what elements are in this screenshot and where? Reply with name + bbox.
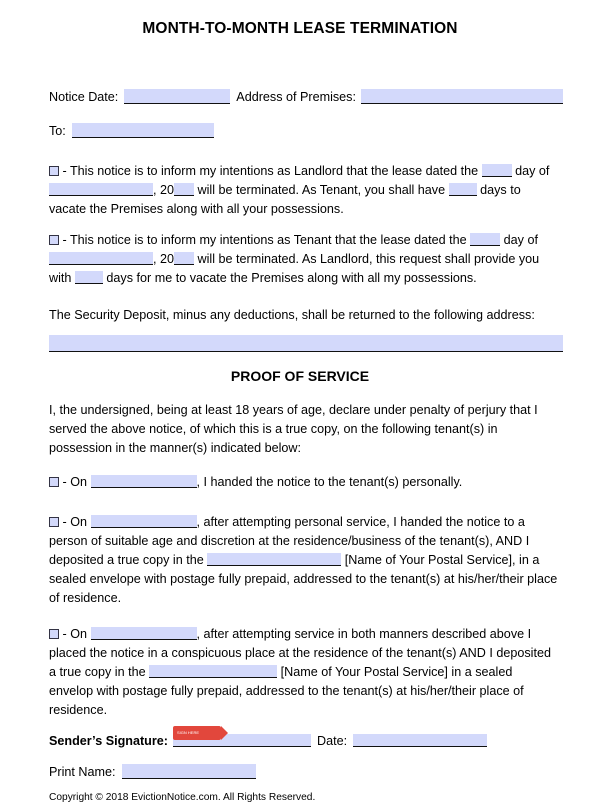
service-personal-checkbox[interactable] xyxy=(49,477,59,487)
tenant-option-text: - This notice is to inform my intentions as Tenant that the lease dated the xyxy=(62,233,467,247)
tenant-year-prefix: , 20 xyxy=(153,252,175,266)
landlord-lease-month-field[interactable] xyxy=(49,183,153,196)
landlord-lease-year-field[interactable] xyxy=(174,183,194,196)
service-substitute-deposited-text: deposited a true copy in the xyxy=(49,553,204,567)
date-label: Date: xyxy=(316,734,348,748)
service-personal-row xyxy=(49,474,462,490)
tenant-vacate-text: days for me to vacate the Premises along with all my possessions. xyxy=(106,271,477,285)
landlord-option-text: - This notice is to inform my intentions as Landlord that the lease dated the xyxy=(62,164,479,178)
service-posting-line5: residence. xyxy=(49,703,108,717)
service-posting-postal-text: [Name of Your Postal Service] in a sealed xyxy=(280,665,513,679)
tenant-option-line3 xyxy=(49,270,477,286)
notice-date-field[interactable] xyxy=(124,89,230,104)
tenant-lease-month-field[interactable] xyxy=(49,252,153,265)
service-substitute-postal-field[interactable] xyxy=(207,553,341,566)
address-label: Address of Premises: xyxy=(236,90,356,104)
service-substitute-text: , after attempting personal service, I handed the notice to a xyxy=(196,515,525,529)
service-posting-line3 xyxy=(49,664,512,680)
service-substitute-date-field[interactable] xyxy=(91,515,197,528)
notice-date-label: Notice Date: xyxy=(49,90,119,104)
signature-row xyxy=(49,733,487,749)
service-posting-on: - On xyxy=(62,627,87,641)
signature-label: Sender’s Signature: xyxy=(49,734,168,748)
landlord-terminated-text: will be terminated. As Tenant, you shall have xyxy=(197,183,446,197)
landlord-days-field[interactable] xyxy=(449,183,477,196)
service-substitute-line5: of residence. xyxy=(49,591,122,605)
landlord-option-line1 xyxy=(49,163,549,179)
service-personal-text: , I handed the notice to the tenant(s) personally. xyxy=(196,475,463,489)
service-posting-date-field[interactable] xyxy=(91,627,197,640)
service-posting-deposited-text: a true copy in the xyxy=(49,665,146,679)
document-title: MONTH-TO-MONTH LEASE TERMINATION xyxy=(142,20,458,37)
proof-intro-line2: served the above notice, of which this is a true copy, on the following tenant(s) in xyxy=(49,422,498,436)
notice-date-row xyxy=(49,89,563,105)
landlord-days-to-text: days to xyxy=(480,183,521,197)
tenant-day-of-text: day of xyxy=(503,233,538,247)
to-label: To: xyxy=(49,124,66,138)
service-posting-line4: envelop with postage fully prepaid, addressed to the tenant(s) at his/her/their place of xyxy=(49,684,524,698)
proof-intro-line1: I, the undersigned, being at least 18 years of age, declare under penalty of perjury that I xyxy=(49,403,538,417)
service-posting-postal-field[interactable] xyxy=(149,665,277,678)
print-name-row xyxy=(49,764,256,780)
service-posting-text: , after attempting service in both manners described above I xyxy=(196,627,532,641)
deposit-text: The Security Deposit, minus any deductions, shall be returned to the following address: xyxy=(49,308,535,322)
service-posting-line1 xyxy=(49,626,531,642)
deposit-address-field[interactable] xyxy=(49,335,563,352)
to-field[interactable] xyxy=(72,123,214,138)
service-personal-on: - On xyxy=(62,475,87,489)
signature-date-field[interactable] xyxy=(353,734,487,747)
landlord-option-checkbox[interactable] xyxy=(49,166,59,176)
address-field[interactable] xyxy=(361,89,563,104)
tenant-option-checkbox[interactable] xyxy=(49,235,59,245)
service-substitute-on: - On xyxy=(62,515,87,529)
service-posting-line2: placed the notice in a conspicuous place at the residence of the tenant(s) AND I deposited xyxy=(49,646,551,660)
print-name-field[interactable] xyxy=(122,764,256,779)
proof-of-service-heading: PROOF OF SERVICE xyxy=(230,368,370,384)
deposit-address-row xyxy=(49,335,563,352)
tenant-with-text: with xyxy=(49,271,72,285)
service-substitute-line3 xyxy=(49,552,539,568)
service-substitute-postal-text: [Name of Your Postal Service], in a xyxy=(344,553,540,567)
print-name-label: Print Name: xyxy=(49,765,116,779)
landlord-day-of-text: day of xyxy=(515,164,550,178)
landlord-lease-day-field[interactable] xyxy=(482,164,512,177)
service-substitute-checkbox[interactable] xyxy=(49,517,59,527)
tenant-lease-year-field[interactable] xyxy=(174,252,194,265)
tenant-option-line1 xyxy=(49,232,538,248)
tenant-option-line2 xyxy=(49,251,539,267)
sign-here-tag[interactable]: SIGN HERE xyxy=(173,726,221,740)
service-substitute-line4: sealed envelope with postage fully prepaid, addressed to the tenant(s) at his/her/their place xyxy=(49,572,558,586)
service-substitute-line2: person of suitable age and discretion at the residence/business of the tenant(s), AND I xyxy=(49,534,530,548)
service-posting-checkbox[interactable] xyxy=(49,629,59,639)
tenant-lease-day-field[interactable] xyxy=(470,233,500,246)
landlord-option-line2 xyxy=(49,182,521,198)
tenant-days-field[interactable] xyxy=(75,271,103,284)
to-row xyxy=(49,123,214,139)
tenant-terminated-text: will be terminated. As Landlord, this request shall provide you xyxy=(197,252,540,266)
service-substitute-line1 xyxy=(49,514,525,530)
landlord-option-line3: vacate the Premises along with all your possessions. xyxy=(49,202,344,216)
service-personal-date-field[interactable] xyxy=(91,475,197,488)
proof-intro-line3: possession in the manner(s) indicated below: xyxy=(49,441,302,455)
copyright-text: Copyright © 2018 EvictionNotice.com. All Rights Reserved. xyxy=(49,792,316,803)
landlord-year-prefix: , 20 xyxy=(153,183,175,197)
